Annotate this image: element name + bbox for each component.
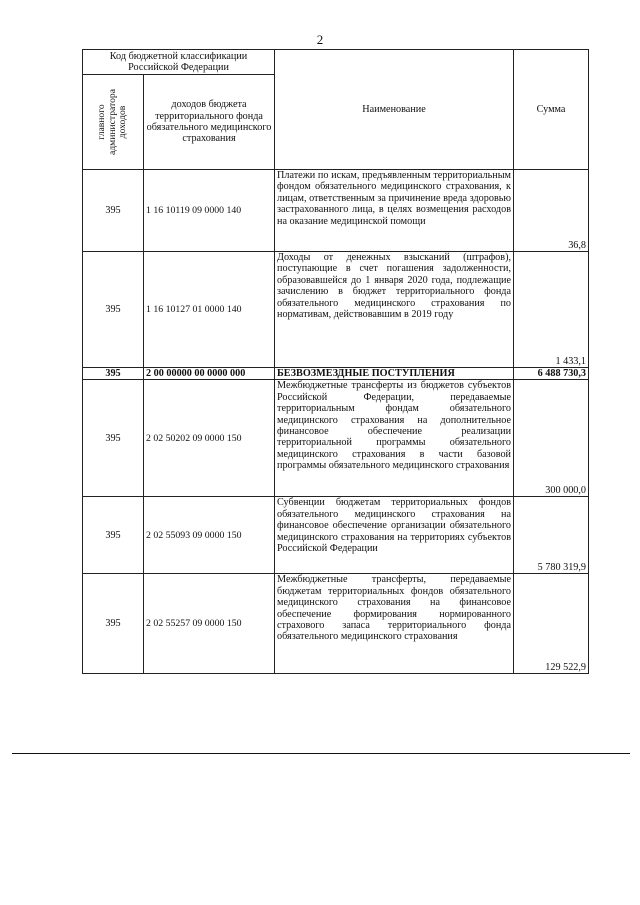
header-sum: Сумма [514, 50, 589, 170]
cell-admin: 395 [83, 574, 144, 674]
header-admin: главного администратора доходов [96, 89, 129, 155]
bottom-rule [12, 753, 630, 754]
table-row [83, 574, 589, 674]
cell-admin: 395 [83, 380, 144, 497]
cell-name: БЕЗВОЗМЕЗДНЫЕ ПОСТУПЛЕНИЯ [275, 368, 514, 380]
table-row-total [83, 368, 589, 380]
cell-name: Субвенции бюджетам территориальных фондов обязательного медицинского страхования на финансовое обеспечение организации обязательного медицинского страхования на территориях субъектов Российской Федерации [275, 497, 514, 574]
cell-sum: 129 522,9 [514, 574, 589, 674]
cell-admin: 395 [83, 252, 144, 368]
cell-sum: 300 000,0 [514, 380, 589, 497]
page-number: 2 [316, 32, 324, 47]
table-body [83, 170, 589, 674]
cell-sum: 1 433,1 [514, 252, 589, 368]
header-classification-code: Код бюджетной классификации Российской Федерации [83, 50, 275, 75]
budget-table [82, 49, 589, 674]
cell-admin: 395 [83, 170, 144, 252]
cell-name: Межбюджетные трансферты, передаваемые бюджетам территориальных фондов обязательного медицинского страхования на финансовое обеспечение формирования нормированного страхового запаса территориального фонда обязательного медицинского страхования [275, 574, 514, 674]
header-admin-cell [83, 75, 144, 170]
cell-sum: 5 780 319,9 [514, 497, 589, 574]
cell-sum: 6 488 730,3 [514, 368, 589, 380]
cell-code: 2 02 55093 09 0000 150 [144, 497, 275, 574]
cell-name: Межбюджетные трансферты из бюджетов субъектов Российской Федерации, передаваемые территориальным фондам обязательного медицинского страхования на дополнительное финансовое обеспечение реализации территориальной программы обязательного медицинского страхования в части базовой программы обязательного медицинского страхования [275, 380, 514, 497]
cell-code: 1 16 10119 09 0000 140 [144, 170, 275, 252]
table-row [83, 380, 589, 497]
header-name: Наименование [275, 50, 514, 170]
header-code: доходов бюджета территориального фонда обязательного медицинского страхования [144, 75, 275, 170]
cell-sum: 36,8 [514, 170, 589, 252]
cell-code: 2 00 00000 00 0000 000 [144, 368, 275, 380]
cell-name: Платежи по искам, предъявленным территориальным фондом обязательного медицинского страхования, к лицам, ответственным за причинение вреда здоровью застрахованного лица, в целях возмещения расходов на оказание медицинской помощи [275, 170, 514, 252]
table-row [83, 497, 589, 574]
table-row [83, 170, 589, 252]
cell-code: 2 02 50202 09 0000 150 [144, 380, 275, 497]
header-row-group [83, 50, 589, 75]
cell-admin: 395 [83, 368, 144, 380]
cell-name: Доходы от денежных взысканий (штрафов), поступающие в счет погашения задолженности, образовавшейся до 1 января 2020 года, подлежащие зачислению в бюджет территориального фонда обязательного медицинского страхования по нормативам, действовавшим в 2019 году [275, 252, 514, 368]
table-row [83, 252, 589, 368]
cell-admin: 395 [83, 497, 144, 574]
cell-code: 2 02 55257 09 0000 150 [144, 574, 275, 674]
cell-code: 1 16 10127 01 0000 140 [144, 252, 275, 368]
